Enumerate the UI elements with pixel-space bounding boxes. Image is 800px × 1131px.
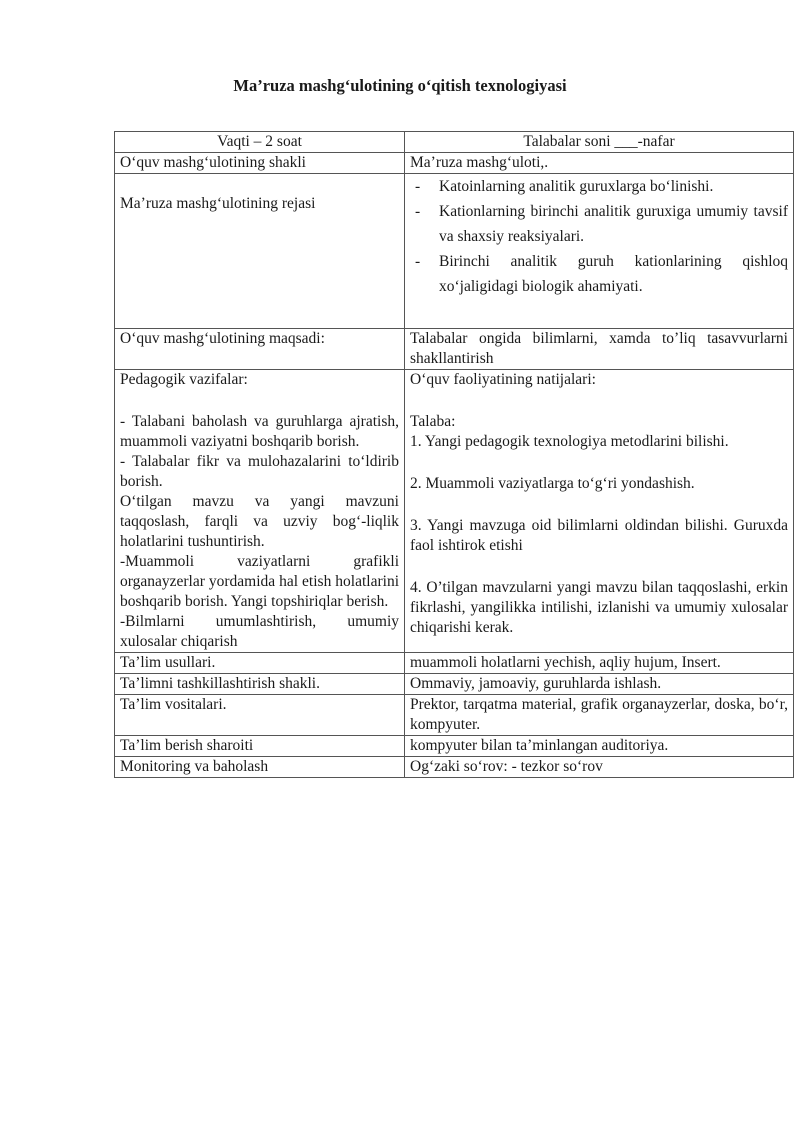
- list-item: -Muammoli vaziyatlarni grafikli organayzerlar yordamida hal etish holatlarini boshqarib borish. Yangi topshiriqlar berish.: [120, 553, 399, 610]
- table-row: [115, 132, 794, 153]
- table-row: [115, 736, 794, 757]
- list-item: 2. Muammoli vaziyatlarga to‘g‘ri yondashish.: [410, 475, 695, 492]
- results-label: O‘quv faoliyatining natijalari:: [410, 371, 596, 388]
- list-item: - Katoinlarning analitik guruxlarga bo‘linishi.: [410, 174, 788, 199]
- results-cell: [405, 370, 794, 653]
- tools-label: Ta’lim vositalari.: [115, 695, 405, 736]
- monitoring-value: Og‘zaki so‘rov: - tezkor so‘rov: [405, 757, 794, 778]
- form-value: Ma’ruza mashg‘uloti,.: [405, 153, 794, 174]
- table-row: [115, 370, 794, 653]
- conditions-value: kompyuter bilan ta’minlangan auditoriya.: [405, 736, 794, 757]
- table-row: [115, 674, 794, 695]
- list-item: -Bilmlarni umumlashtirish, umumiy xulosalar chiqarish: [120, 613, 399, 650]
- form-label: O‘quv mashg‘ulotining shakli: [115, 153, 405, 174]
- methods-value: muammoli holatlarni yechish, aqliy hujum, Insert.: [405, 653, 794, 674]
- plan-label-text: Ma’ruza mashg‘ulotining rejasi: [120, 195, 316, 212]
- list-item: - Talabalar fikr va mulohazalarini to‘ldirib borish.: [120, 453, 399, 490]
- list-item: - Talabani baholash va guruhlarga ajratish, muammoli vaziyatni boshqarib borish.: [120, 413, 399, 450]
- student-label: Talaba:: [410, 413, 456, 430]
- tasks-cell: [115, 370, 405, 653]
- methods-label: Ta’lim usullari.: [115, 653, 405, 674]
- goal-value: Talabalar ongida bilimlarni, xamda to’liq tasavvurlarni shakllantirish: [405, 329, 794, 370]
- monitoring-label: Monitoring va baholash: [115, 757, 405, 778]
- org-label: Ta’limni tashkillashtirish shakli.: [115, 674, 405, 695]
- time-cell: Vaqti – 2 soat: [115, 132, 405, 153]
- table-row: [115, 153, 794, 174]
- table-row: [115, 695, 794, 736]
- lesson-table: [114, 131, 794, 778]
- table-row: [115, 174, 794, 329]
- plan-list: [410, 174, 788, 299]
- list-item: 1. Yangi pedagogik texnologiya metodlarini bilishi.: [410, 433, 729, 450]
- tasks-label: Pedagogik vazifalar:: [120, 371, 248, 388]
- list-item: - Kationlarning birinchi analitik guruxiga umumiy tavsif va shaxsiy reaksiyalari.: [410, 199, 788, 249]
- goal-label: O‘quv mashg‘ulotining maqsadi:: [115, 329, 405, 370]
- plan-label: [115, 174, 405, 329]
- table-row: [115, 329, 794, 370]
- plan-cell: [405, 174, 794, 329]
- list-item: 4. O’tilgan mavzularni yangi mavzu bilan taqqoslashi, erkin fikrlashi, yangilikka intilishi, izlanishi va umumiy xulosalar chiqarishi kerak.: [410, 579, 788, 636]
- org-value: Ommaviy, jamoaviy, guruhlarda ishlash.: [405, 674, 794, 695]
- list-item: O‘tilgan mavzu va yangi mavzuni taqqoslash, farqli va uzviy bog‘-liqlik holatlarini tushuntirish.: [120, 493, 399, 550]
- tools-value: Prektor, tarqatma material, grafik organayzerlar, doska, bo‘r, kompyuter.: [405, 695, 794, 736]
- list-item: - Birinchi analitik guruh kationlarining qishloq xo‘jaligidagi biologik ahamiyati.: [410, 249, 788, 299]
- table-row: [115, 653, 794, 674]
- list-item: 3. Yangi mavzuga oid bilimlarni oldindan bilishi. Guruxda faol ishtirok etishi: [410, 517, 788, 554]
- students-cell: Talabalar soni ___-nafar: [405, 132, 794, 153]
- page-title: Ma’ruza mashg‘ulotining o‘qitish texnologiyasi: [233, 76, 567, 95]
- table-row: [115, 757, 794, 778]
- conditions-label: Ta’lim berish sharoiti: [115, 736, 405, 757]
